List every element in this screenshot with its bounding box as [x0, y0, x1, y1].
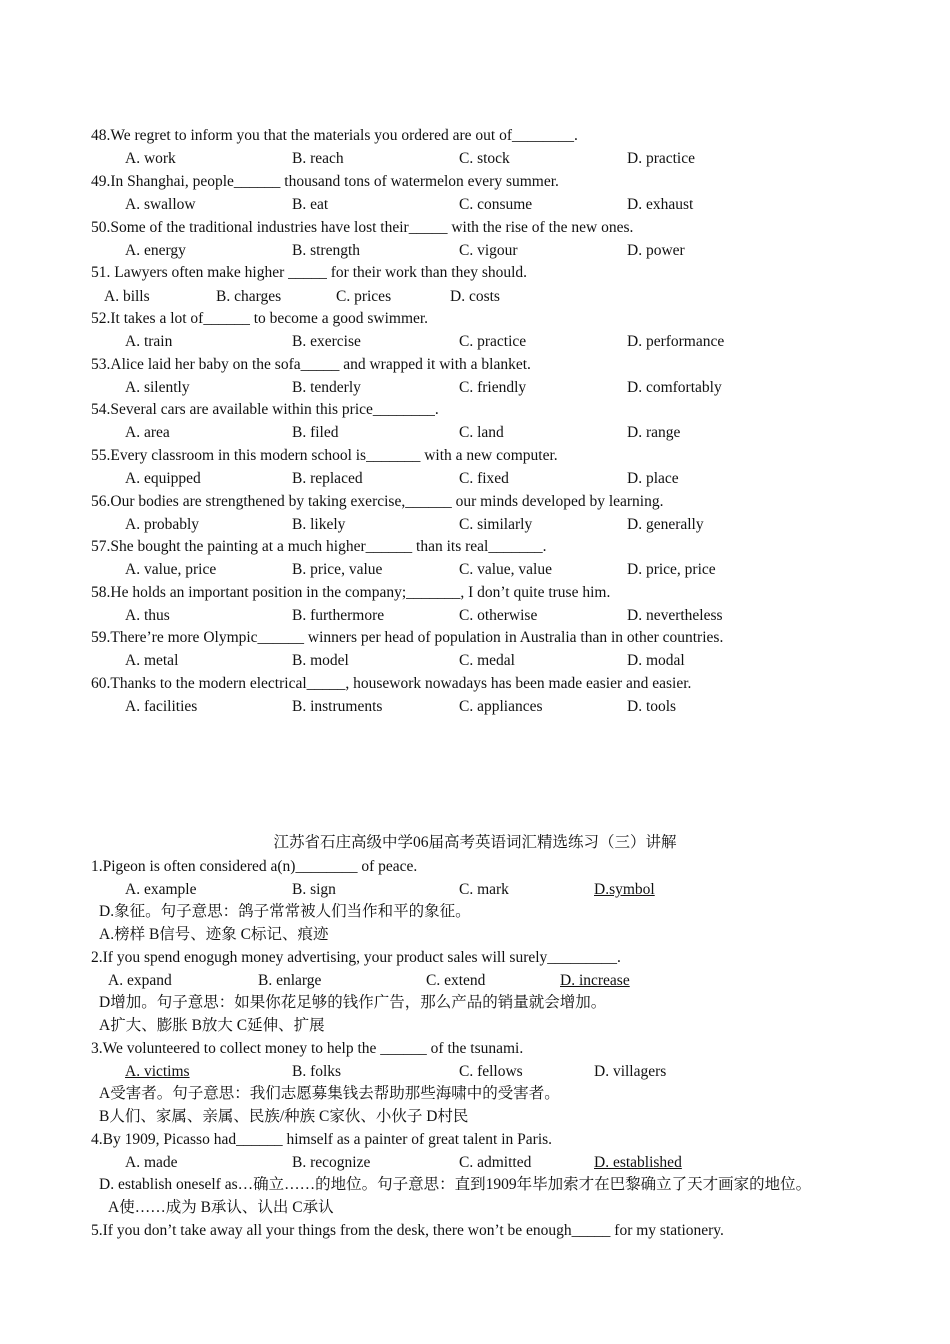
option-a: A. area — [125, 424, 170, 441]
option-c: C. value, value — [459, 561, 552, 578]
distractor-notes: A使……成为 B承认、认出 C承认 — [108, 1199, 334, 1216]
option-a: A. equipped — [125, 470, 201, 487]
option-b: B. eat — [292, 196, 329, 213]
distractor-notes: A.榜样 B信号、迹象 C标记、痕迹 — [99, 926, 329, 943]
question-text: 1.Pigeon is often considered a(n)________ of peace. — [91, 858, 418, 875]
answer-explanation: D.象征。句子意思：鸽子常常被人们当作和平的象征。 — [99, 903, 471, 920]
option-b: B. likely — [292, 516, 346, 533]
option-c: C. consume — [459, 196, 533, 213]
option-c: C. similarly — [459, 516, 533, 533]
question-text: 55.Every classroom in this modern school is_______ with a new computer. — [91, 447, 558, 464]
option-a: A. bills — [104, 288, 150, 305]
answer-explanation: D增加。句子意思：如果你花足够的钱作广告，那么产品的销量就会增加。 — [99, 994, 607, 1011]
option-c: C. medal — [459, 652, 515, 669]
option-b: B. furthermore — [292, 607, 385, 624]
option-a-correct: A. victims — [125, 1063, 190, 1080]
question-text: 48.We regret to inform you that the materials you ordered are out of________. — [91, 127, 578, 144]
question-text: 53.Alice laid her baby on the sofa_____ and wrapped it with a blanket. — [91, 356, 531, 373]
option-b: B. filed — [292, 424, 339, 441]
option-d: D. villagers — [594, 1063, 667, 1080]
question-text: 51. Lawyers often make higher _____ for their work than they should. — [91, 264, 528, 281]
option-c: C. stock — [459, 150, 510, 167]
option-c: C. mark — [459, 881, 509, 898]
option-d: D. costs — [450, 288, 500, 305]
option-b: B. recognize — [292, 1154, 371, 1171]
option-a: A. train — [125, 333, 173, 350]
option-b: B. tenderly — [292, 379, 361, 396]
question-text: 52.It takes a lot of______ to become a good swimmer. — [91, 310, 429, 327]
answer-explanation: A受害者。句子意思：我们志愿募集钱去帮助那些海啸中的受害者。 — [99, 1085, 560, 1102]
option-b: B. enlarge — [258, 972, 322, 989]
option-b: B. reach — [292, 150, 344, 167]
question-text: 3.We volunteered to collect money to help the ______ of the tsunami. — [91, 1040, 524, 1057]
option-a: A. work — [125, 150, 176, 167]
question-text: 56.Our bodies are strengthened by taking exercise,______ our minds developed by learning. — [91, 493, 664, 510]
option-a: A. metal — [125, 652, 179, 669]
option-a: A. probably — [125, 516, 200, 533]
option-d: D. place — [627, 470, 679, 487]
option-d-correct: D.symbol — [594, 881, 655, 898]
option-c: C. friendly — [459, 379, 527, 396]
question-text: 60.Thanks to the modern electrical_____, housework nowadays has been made easier and easier. — [91, 675, 692, 692]
option-a: A. example — [125, 881, 197, 898]
option-d-correct: D. increase — [560, 972, 630, 989]
option-a: A. value, price — [125, 561, 217, 578]
option-c: C. fellows — [459, 1063, 523, 1080]
question-text: 54.Several cars are available within this price________. — [91, 401, 439, 418]
option-d: D. range — [627, 424, 681, 441]
question-text: 50.Some of the traditional industries have lost their_____ with the rise of the new ones. — [91, 219, 634, 236]
option-b: B. exercise — [292, 333, 361, 350]
option-d: D. performance — [627, 333, 725, 350]
option-d: D. practice — [627, 150, 695, 167]
option-c: C. appliances — [459, 698, 543, 715]
option-a: A. expand — [108, 972, 172, 989]
answer-explanation: D. establish oneself as…确立……的地位。句子意思：直到1909年毕加索才在巴黎确立了天才画家的地位。 — [99, 1176, 812, 1193]
distractor-notes: B人们、家属、亲属、民族/种族 C家伙、小伙子 D村民 — [99, 1108, 469, 1125]
option-d: D. nevertheless — [627, 607, 723, 624]
option-c: C. otherwise — [459, 607, 538, 624]
option-b: B. instruments — [292, 698, 383, 715]
option-b: B. replaced — [292, 470, 363, 487]
option-a: A. swallow — [125, 196, 196, 213]
question-text: 49.In Shanghai, people______ thousand tons of watermelon every summer. — [91, 173, 559, 190]
option-a: A. silently — [125, 379, 190, 396]
option-c: C. land — [459, 424, 504, 441]
question-text: 57.She bought the painting at a much higher______ than its real_______. — [91, 538, 547, 555]
option-d: D. exhaust — [627, 196, 694, 213]
option-a: A. facilities — [125, 698, 198, 715]
option-c: C. vigour — [459, 242, 518, 259]
question-text: 5.If you don’t take away all your things from the desk, there won’t be enough_____ for my stationery. — [91, 1222, 724, 1239]
option-a: A. thus — [125, 607, 170, 624]
option-b: B. strength — [292, 242, 361, 259]
option-d: D. price, price — [627, 561, 716, 578]
option-b: B. sign — [292, 881, 336, 898]
section-title: 江苏省石庄高级中学06届高考英语词汇精选练习（三）讲解 — [273, 834, 677, 851]
option-c: C. practice — [459, 333, 527, 350]
option-c: C. fixed — [459, 470, 509, 487]
option-b: B. model — [292, 652, 349, 669]
question-text: 59.There’re more Olympic______ winners per head of population in Australia than in other countries. — [91, 629, 724, 646]
option-b: B. price, value — [292, 561, 383, 578]
option-d: D. modal — [627, 652, 685, 669]
question-text: 4.By 1909, Picasso had______ himself as a painter of great talent in Paris. — [91, 1131, 553, 1148]
option-d: D. tools — [627, 698, 677, 715]
option-c: C. extend — [426, 972, 486, 989]
distractor-notes: A扩大、膨胀 B放大 C延伸、扩展 — [99, 1017, 325, 1034]
option-c: C. admitted — [459, 1154, 532, 1171]
option-d-correct: D. established — [594, 1154, 682, 1171]
option-d: D. comfortably — [627, 379, 722, 396]
question-text: 2.If you spend enogugh money advertising, your product sales will surely_________. — [91, 949, 621, 966]
option-b: B. charges — [216, 288, 282, 305]
option-b: B. folks — [292, 1063, 342, 1080]
option-a: A. made — [125, 1154, 178, 1171]
option-a: A. energy — [125, 242, 186, 259]
option-d: D. power — [627, 242, 685, 259]
option-d: D. generally — [627, 516, 704, 533]
option-c: C. prices — [336, 288, 392, 305]
question-text: 58.He holds an important position in the company;_______, I don’t quite truse him. — [91, 584, 611, 601]
